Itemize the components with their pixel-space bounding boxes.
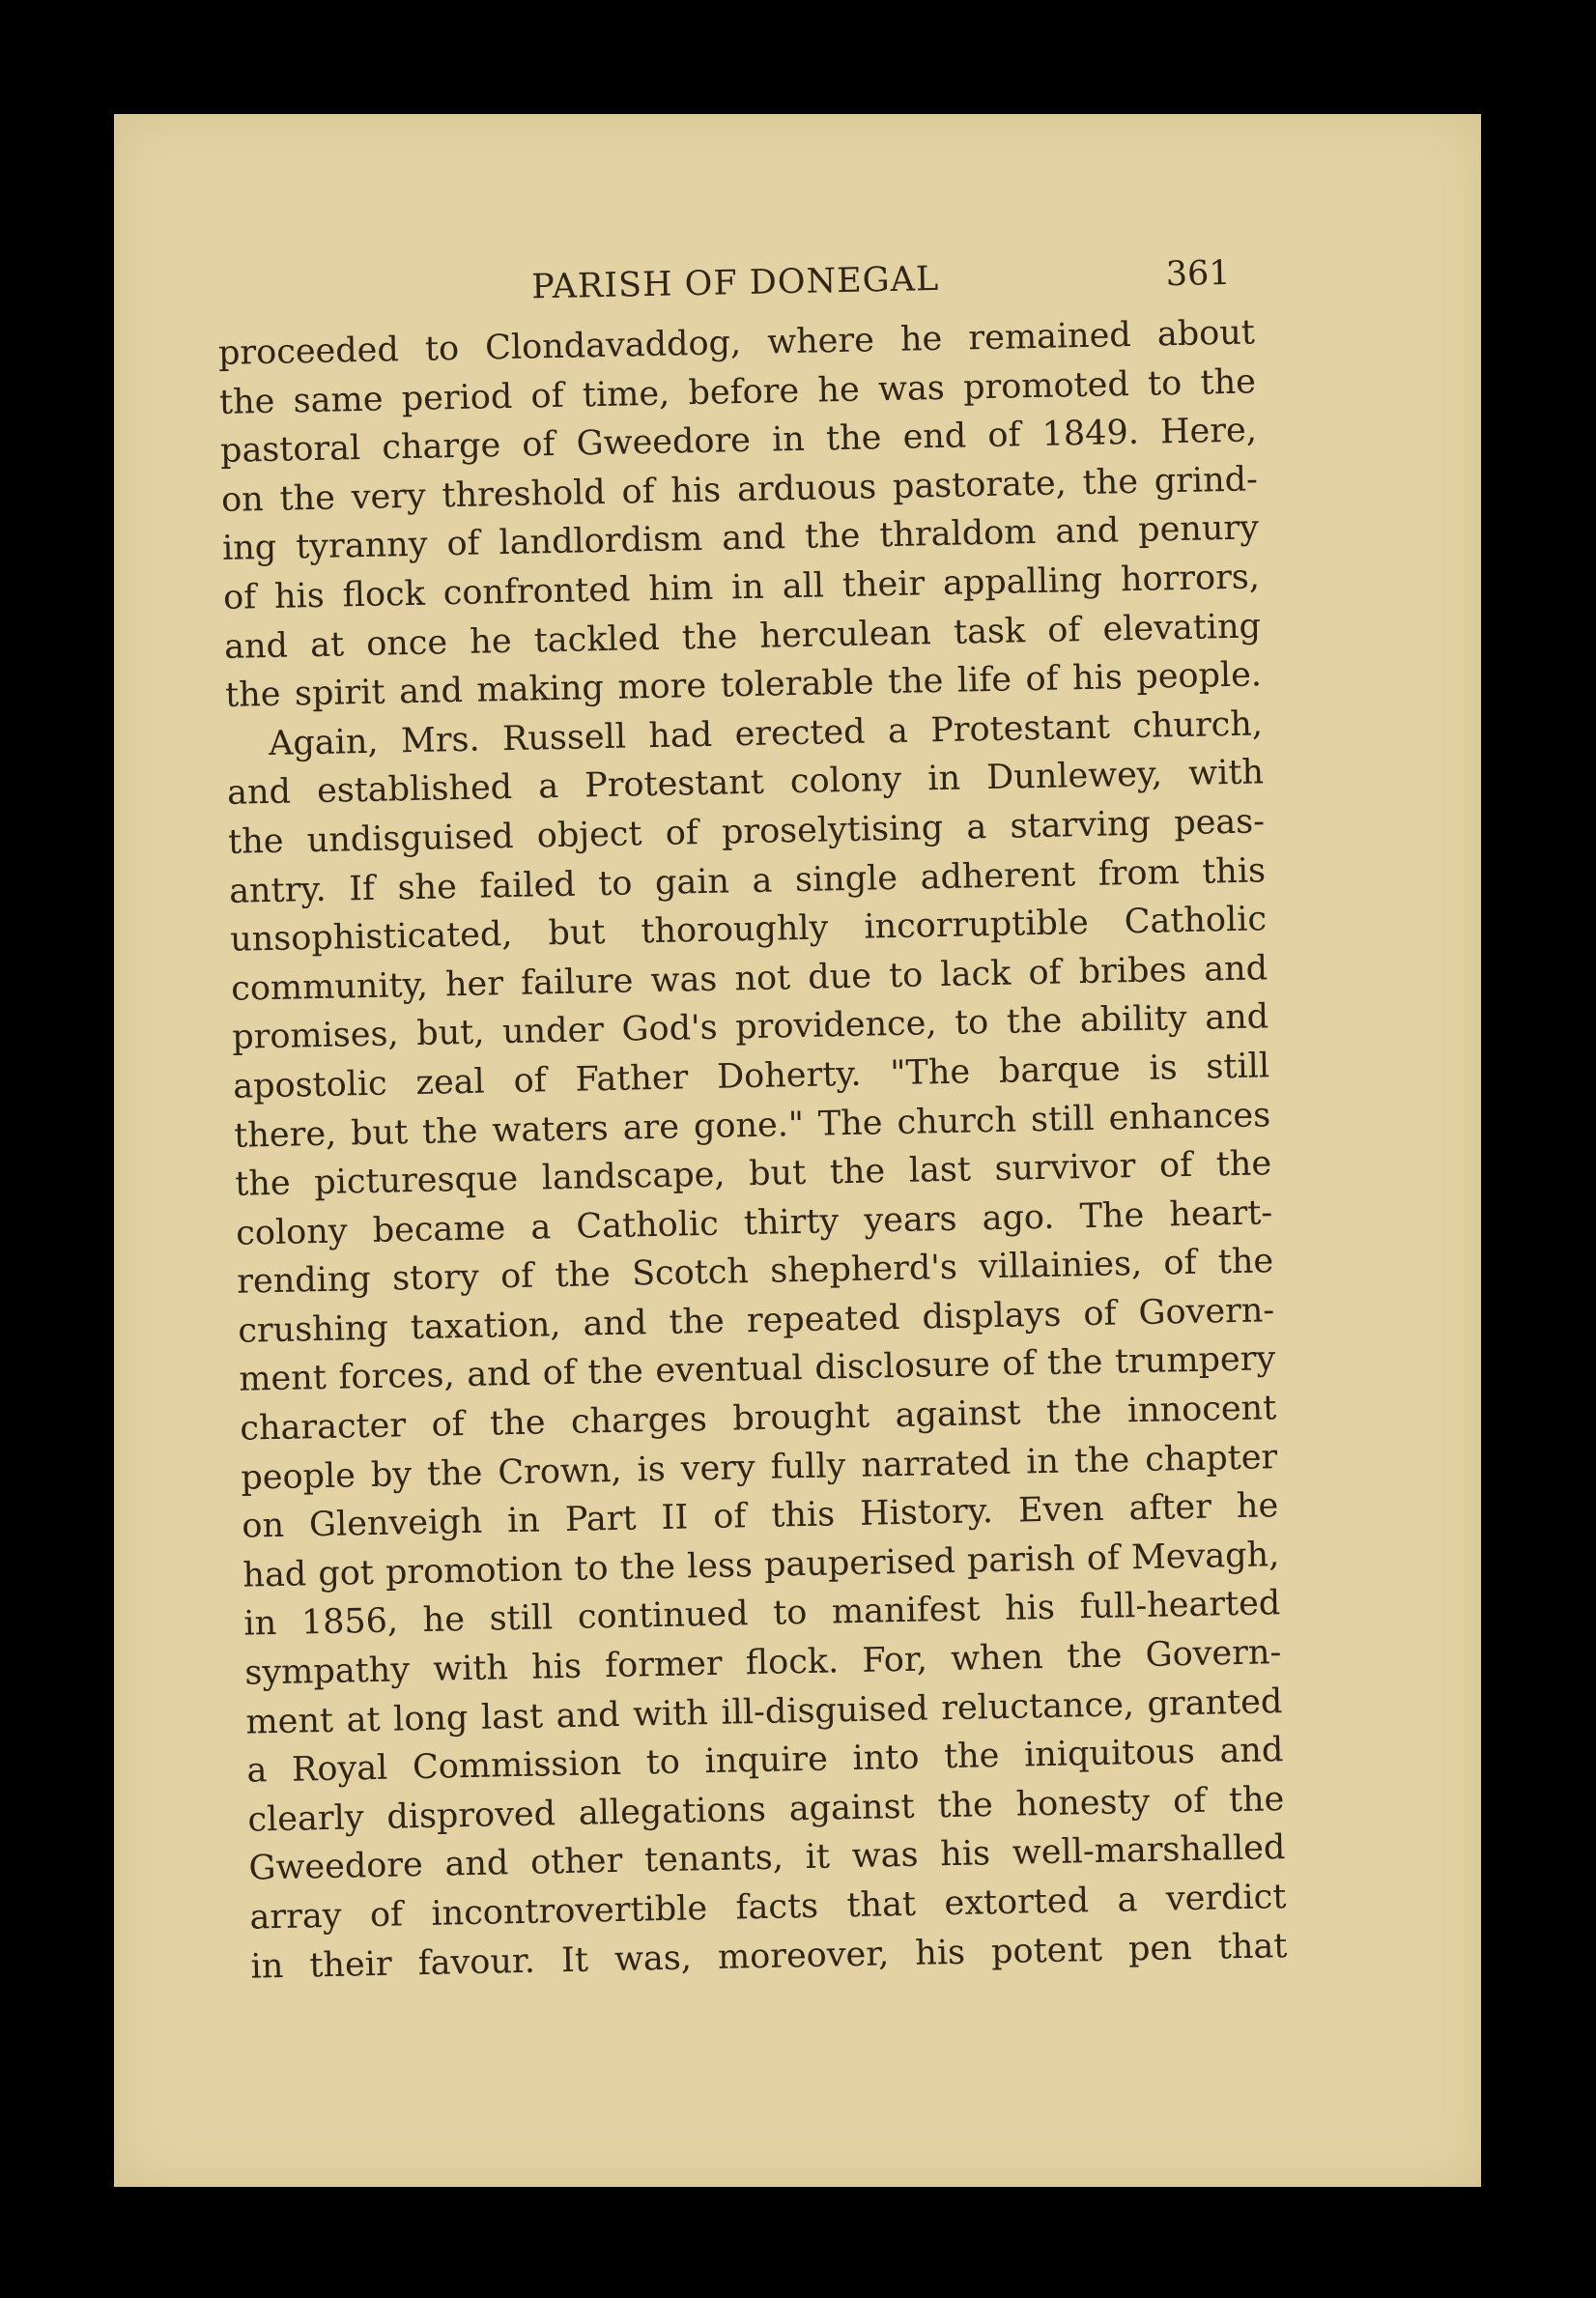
text-line: the same period of time, before he was promoted to the — [218, 361, 1257, 422]
text-line: promises, but, under God's providence, to the ability and — [231, 997, 1269, 1058]
text-line: array of incontrovertible facts that extorted a verdict — [249, 1878, 1287, 1938]
running-title: PARISH OF DONEGAL — [530, 259, 940, 307]
text-line: and established a Protestant colony in Dunlewey, with — [226, 753, 1265, 814]
text-line: proceeded to Clondavaddog, where he remained about — [217, 313, 1256, 373]
text-line: had got promotion to the less pauperised parish of Mevagh, — [242, 1535, 1280, 1595]
book-page — [114, 114, 1481, 2187]
page-number: 361 — [1165, 253, 1231, 295]
body-text — [218, 308, 1288, 1991]
text-line: clearly disproved allegations against the honesty of the — [247, 1779, 1285, 1840]
text-line: the undisguised object of proselytising a starving peas- — [227, 802, 1266, 862]
text-line: apostolic zeal of Father Doherty. "The barque is still — [232, 1047, 1270, 1106]
text-line: community, her failure was not due to lack of bribes and — [230, 948, 1268, 1009]
text-line: on the very threshold of his arduous pastorate, the grind- — [220, 460, 1259, 520]
page-text-block — [216, 241, 1288, 1991]
text-line: in 1856, he still continued to manifest his full-hearted — [243, 1584, 1281, 1645]
text-line: people by the Crown, is very fully narrated in the chapter — [241, 1437, 1278, 1498]
text-line: Gweedore and other tenants, it was his well-marshalled — [248, 1828, 1286, 1889]
text-line: there, but the waters are gone." The church still enhances — [233, 1095, 1271, 1156]
text-line: ment at long last and with ill-disguised reluctance, granted — [245, 1681, 1283, 1742]
text-line: pastoral charge of Gweedore in the end of 1849. Here, — [219, 411, 1258, 472]
text-line: Again, Mrs. Russell had erected a Protestant church, — [268, 704, 1264, 763]
text-line: the spirit and making more tolerable the life of his people. — [224, 655, 1263, 716]
text-line: on Glenveigh in Part II of this History. Even after he — [242, 1486, 1279, 1546]
text-line: antry. If she failed to gain a single adherent from this — [228, 850, 1267, 911]
text-line: ing tyranny of landlordism and the thraldom and penury — [221, 508, 1260, 569]
text-line: crushing taxation, and the repeated displays of Govern- — [237, 1291, 1275, 1351]
text-line: character of the charges brought against the innocent — [239, 1389, 1277, 1449]
text-line: and at once he tackled the herculean task of elevating — [223, 606, 1262, 667]
text-line: the picturesque landscape, but the last survivor of the — [234, 1144, 1272, 1204]
text-line: unsophisticated, but thoroughly incorruptible Catholic — [229, 900, 1268, 960]
text-line: of his flock confronted him in all their appalling horrors, — [222, 558, 1261, 618]
text-line: rending story of the Scotch shepherd's villainies, of the — [236, 1242, 1274, 1303]
text-line: in their favour. It was, moreover, his potent pen that — [250, 1926, 1288, 1987]
text-line: sympathy with his former flock. For, when the Govern- — [244, 1633, 1282, 1693]
text-line: a Royal Commission to inquire into the iniquitous and — [246, 1731, 1284, 1791]
text-line: ment forces, and of the eventual disclosure of the trumpery — [238, 1339, 1276, 1400]
text-line: colony became a Catholic thirty years ago. The heart- — [235, 1192, 1273, 1253]
